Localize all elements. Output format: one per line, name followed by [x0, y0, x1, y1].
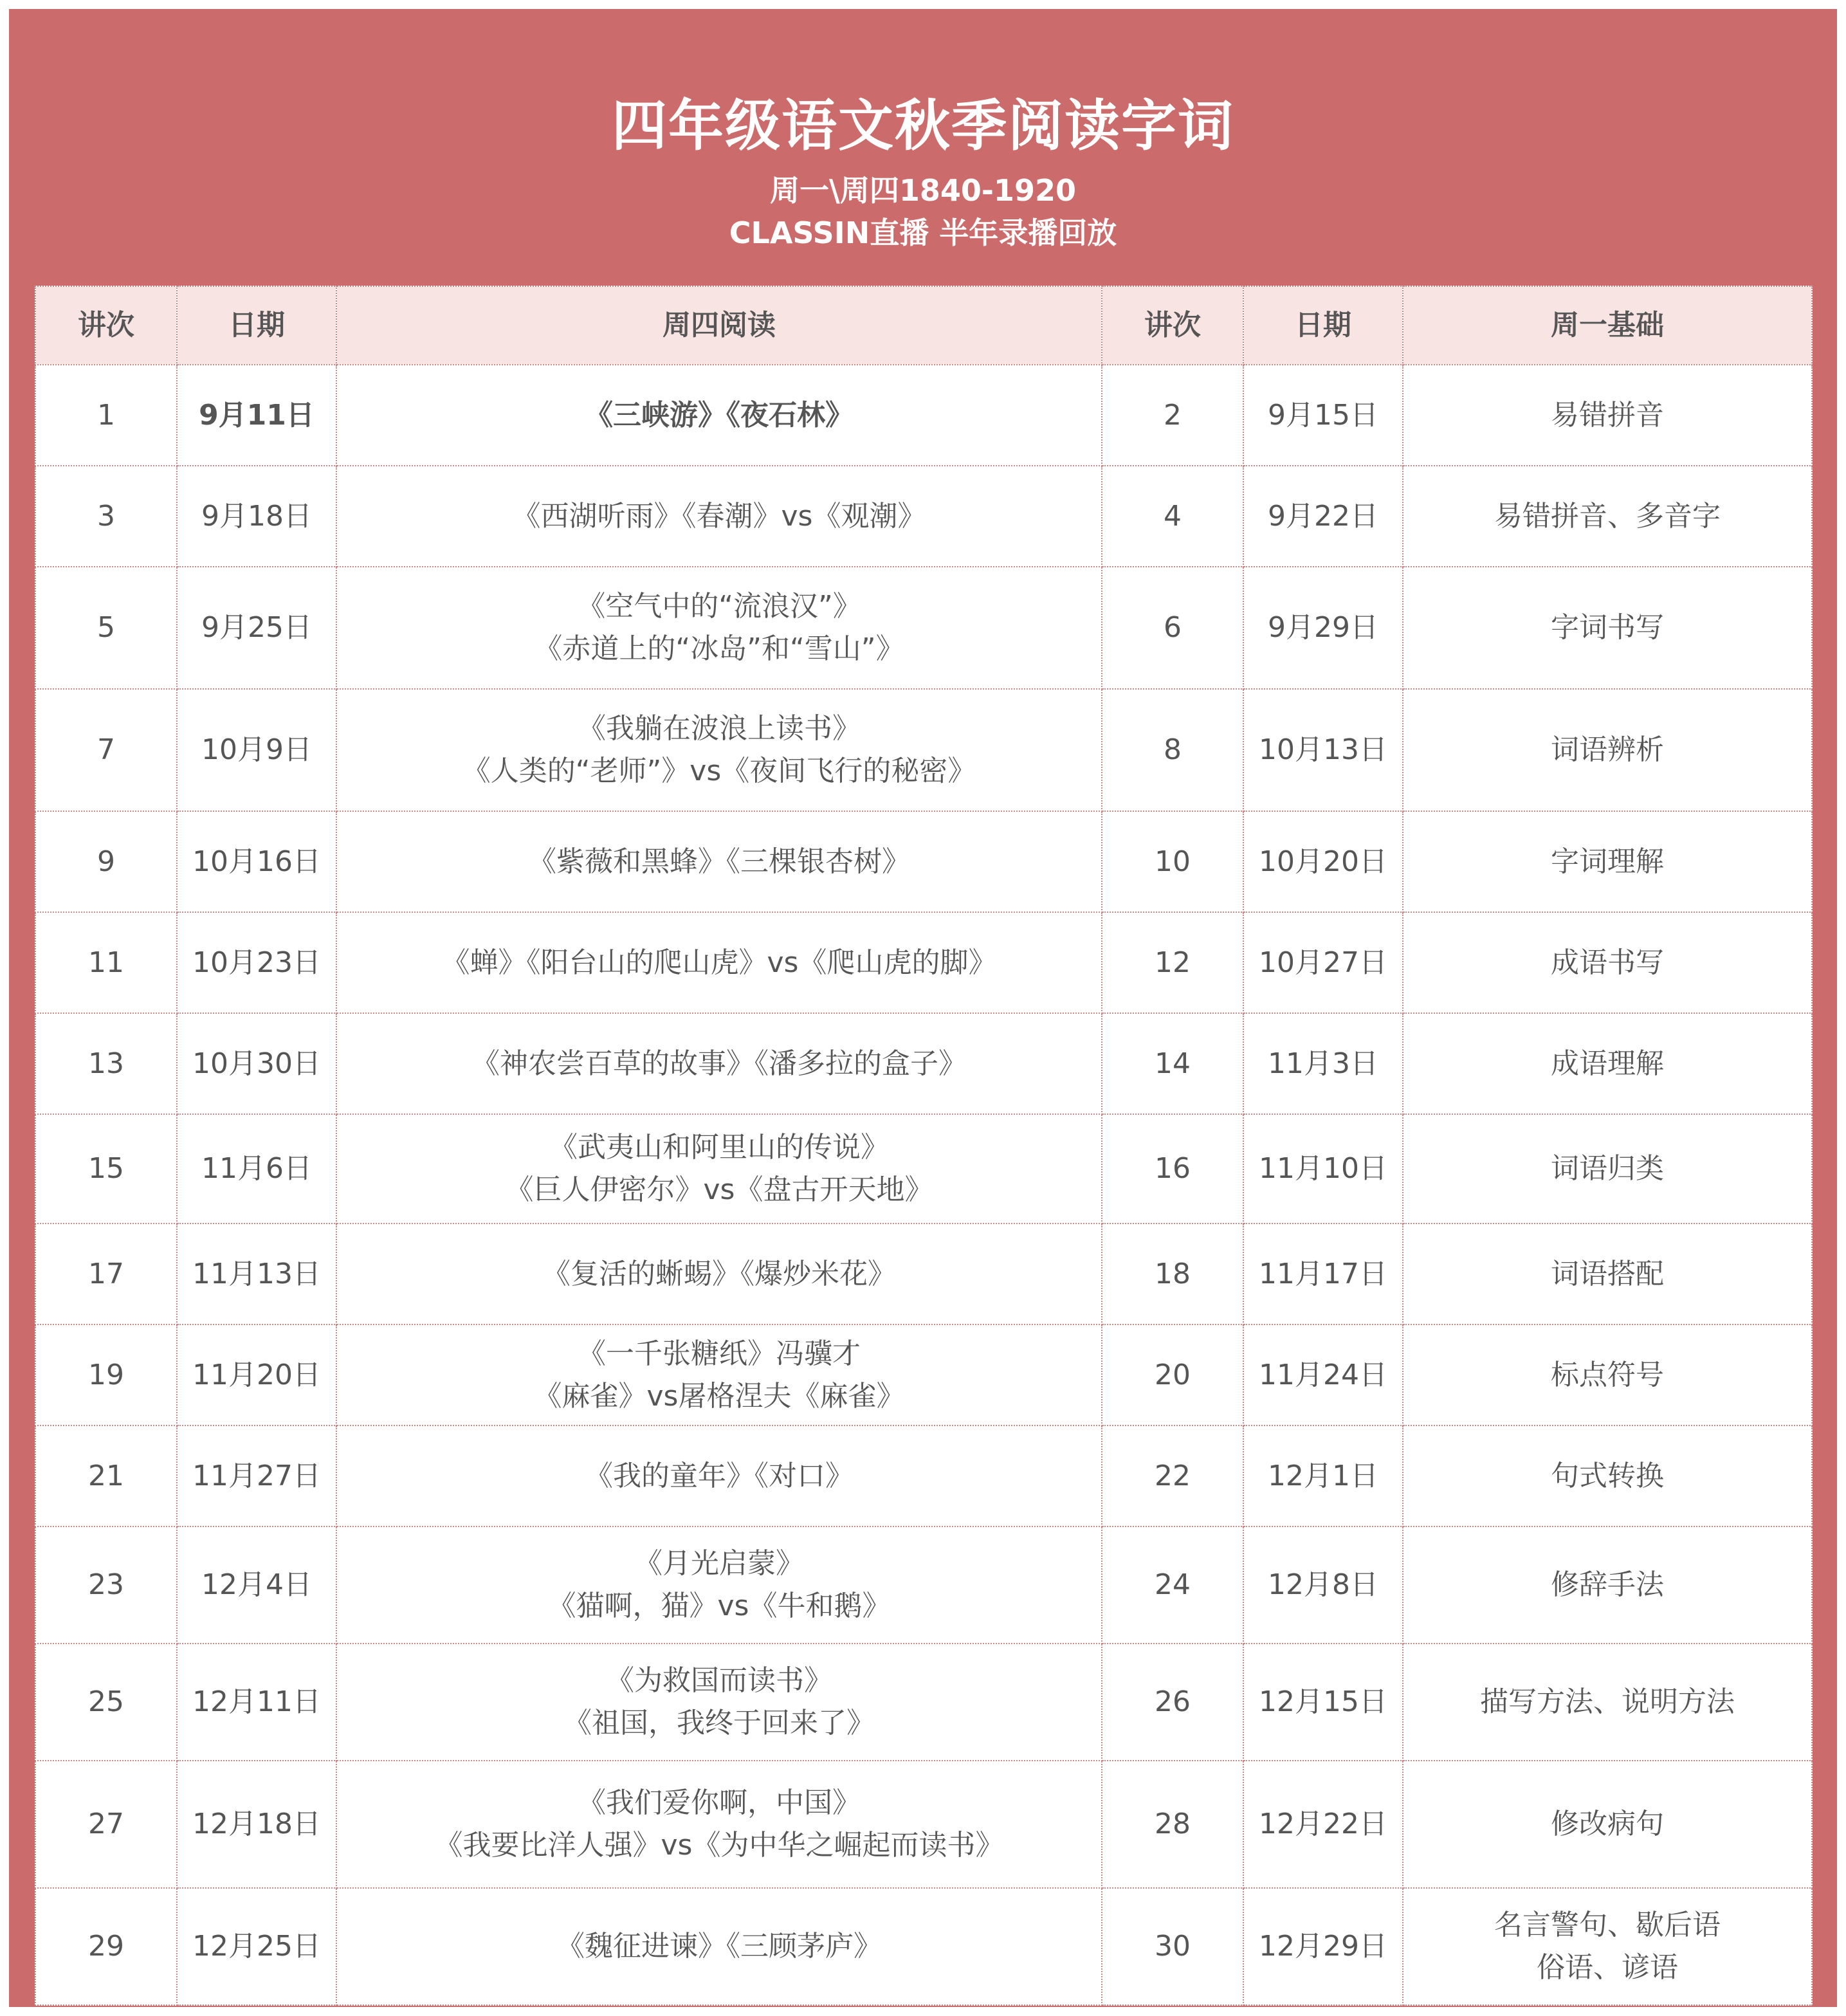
table-row — [35, 1223, 1812, 1324]
monday-basics-cell — [1403, 1888, 1812, 2005]
schedule-body — [35, 365, 1812, 2005]
lesson-date-left: 11月6日 — [177, 1114, 336, 1223]
lesson-date-right: 12月15日 — [1243, 1644, 1403, 1761]
lesson-date-left: 12月11日 — [177, 1644, 336, 1761]
lesson-date-left: 11月27日 — [177, 1425, 336, 1526]
lesson-date-right: 9月22日 — [1243, 466, 1403, 567]
monday-basics-cell-line: 字词理解 — [1551, 845, 1664, 878]
thursday-reading-cell — [336, 1114, 1102, 1223]
lesson-number-right: 2 — [1102, 365, 1243, 466]
thursday-reading-cell-line: 《西湖听雨》《春潮》vs《观潮》 — [512, 499, 926, 533]
thursday-reading-cell — [336, 1425, 1102, 1526]
lesson-date-left: 10月23日 — [177, 912, 336, 1013]
thursday-reading-cell-line: 《猫啊，猫》vs《牛和鹅》 — [547, 1590, 891, 1622]
thursday-reading-cell — [336, 567, 1102, 689]
col-header-date-right: 日期 — [1243, 286, 1403, 365]
col-header-thursday-reading: 周四阅读 — [336, 286, 1102, 365]
lesson-date-right: 10月13日 — [1243, 689, 1403, 811]
thursday-reading-cell — [336, 466, 1102, 567]
lesson-number-right: 16 — [1102, 1114, 1243, 1223]
monday-basics-cell — [1403, 1013, 1812, 1114]
monday-basics-cell — [1403, 567, 1812, 689]
lesson-date-right: 12月22日 — [1243, 1761, 1403, 1888]
lesson-number-right: 18 — [1102, 1223, 1243, 1324]
thursday-reading-cell-line: 《神农尝百草的故事》《潘多拉的盒子》 — [471, 1047, 967, 1080]
thursday-reading-cell — [336, 689, 1102, 811]
col-header-monday-basics: 周一基础 — [1403, 286, 1812, 365]
lesson-number-left: 5 — [35, 567, 177, 689]
col-header-lesson-right: 讲次 — [1102, 286, 1243, 365]
lesson-number-right: 20 — [1102, 1324, 1243, 1425]
monday-basics-cell — [1403, 1223, 1812, 1324]
lesson-number-left: 1 — [35, 365, 177, 466]
lesson-date-right: 11月17日 — [1243, 1223, 1403, 1324]
poster-frame — [9, 9, 1837, 2007]
monday-basics-cell-line: 词语搭配 — [1551, 1257, 1664, 1290]
lesson-date-right: 10月20日 — [1243, 811, 1403, 912]
monday-basics-cell-line: 名言警句、歇后语 — [1494, 1909, 1721, 1941]
table-row — [35, 567, 1812, 689]
lesson-date-left: 11月13日 — [177, 1223, 336, 1324]
lesson-number-right: 22 — [1102, 1425, 1243, 1526]
thursday-reading-cell — [336, 1013, 1102, 1114]
thursday-reading-cell-line: 《我们爱你啊，中国》 — [578, 1786, 861, 1819]
thursday-reading-cell-line: 《三峡游》《夜石林》 — [585, 398, 854, 432]
thursday-reading-cell-line: 《蝉》《阳台山的爬山虎》vs《爬山虎的脚》 — [441, 946, 997, 979]
lesson-date-right: 12月1日 — [1243, 1425, 1403, 1526]
monday-basics-cell-line: 词语归类 — [1551, 1152, 1664, 1185]
monday-basics-cell — [1403, 466, 1812, 567]
lesson-number-left: 29 — [35, 1888, 177, 2005]
monday-basics-cell — [1403, 1526, 1812, 1644]
monday-basics-cell-line: 修辞手法 — [1551, 1568, 1664, 1601]
monday-basics-cell — [1403, 1761, 1812, 1888]
thursday-reading-cell — [336, 1761, 1102, 1888]
lesson-date-right: 11月10日 — [1243, 1114, 1403, 1223]
lesson-date-left: 9月11日 — [177, 365, 336, 466]
lesson-number-left: 27 — [35, 1761, 177, 1888]
thursday-reading-cell-line: 《为救国而读书》 — [606, 1664, 832, 1697]
lesson-date-right: 9月29日 — [1243, 567, 1403, 689]
table-row — [35, 912, 1812, 1013]
thursday-reading-cell — [336, 365, 1102, 466]
table-row — [35, 1013, 1812, 1114]
monday-basics-cell-line: 句式转换 — [1551, 1459, 1664, 1492]
thursday-reading-cell-line: 《一千张糖纸》冯骥才 — [578, 1337, 861, 1370]
monday-basics-cell-line: 易错拼音、多音字 — [1494, 499, 1721, 533]
lesson-date-left: 10月16日 — [177, 811, 336, 912]
lesson-date-right: 12月8日 — [1243, 1526, 1403, 1644]
monday-basics-cell-line: 描写方法、说明方法 — [1480, 1685, 1735, 1718]
lesson-date-right: 11月24日 — [1243, 1324, 1403, 1425]
table-row — [35, 689, 1812, 811]
monday-basics-cell-line: 标点符号 — [1551, 1358, 1664, 1391]
monday-basics-cell — [1403, 365, 1812, 466]
page-title: 四年级语文秋季阅读字词 — [612, 94, 1234, 158]
thursday-reading-cell-line: 《魏征进谏》《三顾茅庐》 — [556, 1930, 882, 1963]
col-header-lesson-left: 讲次 — [35, 286, 177, 365]
lesson-number-right: 10 — [1102, 811, 1243, 912]
thursday-reading-cell-line: 《空气中的“流浪汉”》 — [577, 590, 861, 623]
lesson-date-left: 10月30日 — [177, 1013, 336, 1114]
lesson-date-right: 9月15日 — [1243, 365, 1403, 466]
thursday-reading-cell — [336, 912, 1102, 1013]
thursday-reading-cell-line: 《麻雀》vs屠格涅夫《麻雀》 — [533, 1379, 905, 1413]
lesson-number-right: 6 — [1102, 567, 1243, 689]
lesson-number-left: 11 — [35, 912, 177, 1013]
table-row — [35, 1761, 1812, 1888]
lesson-number-left: 3 — [35, 466, 177, 567]
thursday-reading-cell-line: 《紫薇和黑蜂》《三棵银杏树》 — [528, 845, 910, 878]
platform-info: CLASSIN直播 半年录播回放 — [729, 215, 1117, 250]
table-row — [35, 365, 1812, 466]
schedule-time: 周一\周四1840-1920 — [770, 173, 1076, 208]
monday-basics-cell-line: 词语辨析 — [1551, 733, 1664, 766]
thursday-reading-cell-line: 《巨人伊密尔》vs《盘古开天地》 — [505, 1173, 933, 1206]
lesson-number-right: 24 — [1102, 1526, 1243, 1644]
monday-basics-cell — [1403, 1324, 1812, 1425]
lesson-number-left: 15 — [35, 1114, 177, 1223]
lesson-number-right: 14 — [1102, 1013, 1243, 1114]
monday-basics-cell-line: 成语理解 — [1551, 1047, 1664, 1080]
thursday-reading-cell — [336, 1888, 1102, 2005]
table-row — [35, 1114, 1812, 1223]
table-row — [35, 1324, 1812, 1425]
lesson-date-left: 12月25日 — [177, 1888, 336, 2005]
monday-basics-cell — [1403, 912, 1812, 1013]
lesson-number-left: 17 — [35, 1223, 177, 1324]
lesson-date-right: 11月3日 — [1243, 1013, 1403, 1114]
monday-basics-cell — [1403, 1644, 1812, 1761]
lesson-number-right: 30 — [1102, 1888, 1243, 2005]
monday-basics-cell — [1403, 811, 1812, 912]
lesson-date-left: 9月25日 — [177, 567, 336, 689]
table-row — [35, 1425, 1812, 1526]
lesson-number-left: 21 — [35, 1425, 177, 1526]
monday-basics-cell-line: 成语书写 — [1551, 946, 1664, 979]
lesson-date-right: 10月27日 — [1243, 912, 1403, 1013]
lesson-number-left: 25 — [35, 1644, 177, 1761]
thursday-reading-cell — [336, 811, 1102, 912]
lesson-number-left: 13 — [35, 1013, 177, 1114]
lesson-date-left: 12月18日 — [177, 1761, 336, 1888]
lesson-number-right: 28 — [1102, 1761, 1243, 1888]
thursday-reading-cell-line: 《我躺在波浪上读书》 — [578, 712, 861, 745]
lesson-number-left: 7 — [35, 689, 177, 811]
monday-basics-cell-line: 俗语、谚语 — [1537, 1951, 1678, 1984]
schedule-table — [35, 286, 1813, 2006]
lesson-number-left: 9 — [35, 811, 177, 912]
lesson-date-right: 12月29日 — [1243, 1888, 1403, 2005]
table-row — [35, 811, 1812, 912]
col-header-date-left: 日期 — [177, 286, 336, 365]
monday-basics-cell — [1403, 689, 1812, 811]
thursday-reading-cell-line: 《我要比洋人强》vs《为中华之崛起而读书》 — [434, 1829, 1004, 1862]
lesson-date-left: 9月18日 — [177, 466, 336, 567]
lesson-number-right: 26 — [1102, 1644, 1243, 1761]
lesson-date-left: 10月9日 — [177, 689, 336, 811]
table-row — [35, 1644, 1812, 1761]
lesson-date-left: 11月20日 — [177, 1324, 336, 1425]
table-header-row — [35, 286, 1812, 365]
monday-basics-cell — [1403, 1114, 1812, 1223]
table-row — [35, 1526, 1812, 1644]
monday-basics-cell-line: 易错拼音 — [1551, 398, 1664, 432]
thursday-reading-cell-line: 《我的童年》《对口》 — [585, 1459, 854, 1492]
lesson-number-right: 8 — [1102, 689, 1243, 811]
thursday-reading-cell — [336, 1644, 1102, 1761]
thursday-reading-cell-line: 《赤道上的“冰岛”和“雪山”》 — [534, 632, 904, 665]
lesson-number-left: 23 — [35, 1526, 177, 1644]
monday-basics-cell-line: 修改病句 — [1551, 1808, 1664, 1840]
lesson-number-right: 12 — [1102, 912, 1243, 1013]
thursday-reading-cell-line: 《月光启蒙》 — [634, 1547, 804, 1580]
table-row — [35, 1888, 1812, 2005]
lesson-date-left: 12月4日 — [177, 1526, 336, 1644]
thursday-reading-cell — [336, 1526, 1102, 1644]
thursday-reading-cell — [336, 1223, 1102, 1324]
monday-basics-cell-line: 字词书写 — [1551, 611, 1664, 644]
lesson-number-right: 4 — [1102, 466, 1243, 567]
table-row — [35, 466, 1812, 567]
monday-basics-cell — [1403, 1425, 1812, 1526]
thursday-reading-cell — [336, 1324, 1102, 1425]
lesson-number-left: 19 — [35, 1324, 177, 1425]
thursday-reading-cell-line: 《祖国，我终于回来了》 — [563, 1707, 875, 1739]
thursday-reading-cell-line: 《复活的蜥蜴》《爆炒米花》 — [542, 1257, 896, 1290]
thursday-reading-cell-line: 《人类的“老师”》vs《夜间飞行的秘密》 — [462, 755, 976, 787]
thursday-reading-cell-line: 《武夷山和阿里山的传说》 — [549, 1131, 889, 1164]
